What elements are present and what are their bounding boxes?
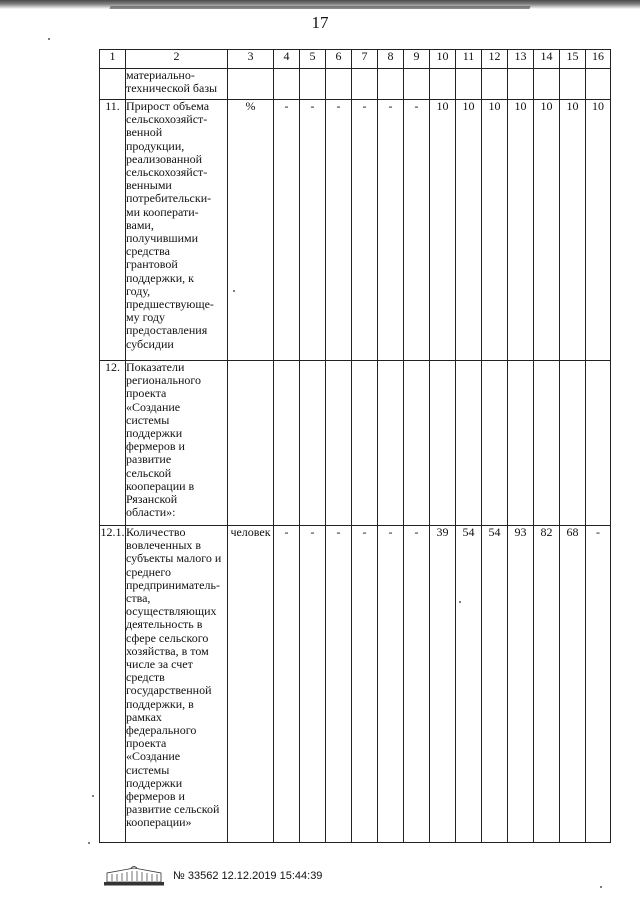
indicator-text-line: развитие сельской — [126, 802, 220, 817]
value-cell — [456, 361, 482, 526]
value-cell: 39 — [430, 526, 456, 843]
indicator-text-line: предшествующе- — [126, 297, 214, 312]
value-cell — [534, 69, 560, 100]
value-cell: 10 — [508, 100, 534, 361]
page-number: 17 — [311, 13, 329, 32]
indicator-text-line: году, — [126, 283, 151, 298]
scan-speck — [600, 886, 602, 888]
row-number: 12.1. — [100, 526, 126, 843]
scan-artifact — [109, 6, 530, 9]
value-cell — [300, 361, 326, 526]
scan-speck — [48, 38, 50, 40]
indicator-name — [126, 100, 228, 361]
value-cell: - — [300, 100, 326, 361]
indicator-text-line: рамках — [126, 709, 162, 724]
header-cell: 12 — [482, 50, 508, 69]
value-cell — [352, 69, 378, 100]
indicator-text-line: реализованной — [126, 151, 203, 166]
indicator-text-line: венной — [126, 125, 163, 140]
indicator-text-line: сельской — [126, 465, 172, 480]
row-number: 11. — [100, 100, 126, 361]
scan-speck — [459, 601, 461, 603]
value-cell: 10 — [560, 100, 586, 361]
indicator-text-line: ства, — [126, 591, 151, 606]
indicator-text-line: вами, — [126, 217, 154, 232]
indicator-text-line: системы — [126, 412, 170, 427]
indicator-text-line: федерального — [126, 723, 197, 738]
scan-speck — [92, 795, 94, 797]
value-cell: - — [404, 526, 430, 843]
value-cell — [560, 69, 586, 100]
indicator-text-line: венными — [126, 178, 172, 193]
indicator-text-line: поддержки — [126, 426, 183, 441]
value-cell: 10 — [430, 100, 456, 361]
header-cell: 15 — [560, 50, 586, 69]
indicator-text-line: субъекты малого и — [126, 551, 222, 566]
value-cell — [378, 361, 404, 526]
value-cell: - — [300, 526, 326, 843]
scan-speck — [88, 842, 90, 844]
table-row — [100, 69, 611, 100]
value-cell — [404, 361, 430, 526]
indicator-text-line: продукции, — [126, 138, 185, 153]
unit-cell: человек — [228, 526, 274, 843]
indicator-text-line: грантовой — [126, 257, 178, 272]
indicator-name — [126, 526, 228, 843]
indicator-text-line: поддержки — [126, 775, 183, 790]
indicator-text-line: среднего — [126, 564, 171, 579]
indicator-text-line: сельскохозяйст- — [126, 165, 208, 180]
value-cell: 10 — [482, 100, 508, 361]
value-cell — [482, 361, 508, 526]
value-cell — [456, 69, 482, 100]
value-cell — [586, 69, 611, 100]
government-building-logo-icon — [103, 866, 165, 886]
value-cell: 68 — [560, 526, 586, 843]
indicator-text-line: Показатели — [126, 360, 185, 374]
header-cell: 2 — [126, 50, 228, 69]
indicator-text-line: регионального — [126, 373, 202, 388]
value-cell — [560, 361, 586, 526]
value-cell — [586, 361, 611, 526]
indicator-text-line: Количество — [126, 525, 186, 539]
indicator-text-line: предприниматель- — [126, 577, 220, 592]
indicator-text-line: сельскохозяйст- — [126, 112, 208, 127]
value-cell — [274, 361, 300, 526]
header-cell: 7 — [352, 50, 378, 69]
value-cell: - — [326, 100, 352, 361]
row-number — [100, 69, 126, 100]
value-cell: 54 — [482, 526, 508, 843]
indicator-text-line: «Создание — [126, 749, 181, 764]
indicator-text-line: средств — [126, 670, 165, 685]
value-cell: 82 — [534, 526, 560, 843]
table-row — [100, 361, 611, 526]
header-cell: 8 — [378, 50, 404, 69]
header-cell: 1 — [100, 50, 126, 69]
value-cell: - — [352, 526, 378, 843]
indicator-text-line: получившими — [126, 231, 199, 246]
row-number: 12. — [100, 361, 126, 526]
table-row — [100, 100, 611, 361]
indicator-name — [126, 69, 228, 100]
header-cell: 9 — [404, 50, 430, 69]
indicator-text-line: Рязанской — [126, 492, 178, 507]
value-cell: 54 — [456, 526, 482, 843]
indicator-text-line: осуществляющих — [126, 604, 217, 619]
value-cell: - — [378, 526, 404, 843]
unit-cell — [228, 69, 274, 100]
value-cell — [508, 361, 534, 526]
indicator-text-line: поддержки, в — [126, 696, 194, 711]
indicator-text-line: средства — [126, 244, 171, 259]
unit-cell — [228, 361, 274, 526]
value-cell: - — [586, 526, 611, 843]
header-cell: 5 — [300, 50, 326, 69]
value-cell — [534, 361, 560, 526]
indicator-text-line: кооперации» — [126, 815, 192, 830]
table-row — [100, 526, 611, 843]
value-cell: 10 — [534, 100, 560, 361]
indicator-text-line: фермеров и — [126, 789, 185, 804]
indicator-text-line: му году — [126, 310, 165, 325]
value-cell: - — [352, 100, 378, 361]
indicator-text-line: «Создание — [126, 399, 181, 414]
indicator-text-line: технической базы — [126, 81, 218, 96]
indicator-name — [126, 361, 228, 526]
indicator-text-line: Прирост объема — [126, 99, 210, 113]
header-cell: 3 — [228, 50, 274, 69]
header-cell: 16 — [586, 50, 611, 69]
value-cell: 93 — [508, 526, 534, 843]
header-cell: 14 — [534, 50, 560, 69]
indicator-text-line: ми кооперати- — [126, 204, 199, 219]
indicator-text-line: деятельность в — [126, 617, 203, 632]
value-cell: - — [274, 100, 300, 361]
indicator-text-line: хозяйства, в том — [126, 643, 209, 658]
indicator-text-line: числе за счет — [126, 657, 193, 672]
indicator-text-line: фермеров и — [126, 439, 185, 454]
value-cell: - — [404, 100, 430, 361]
indicator-text-line: материально- — [126, 68, 195, 82]
value-cell: - — [274, 526, 300, 843]
header-cell: 6 — [326, 50, 352, 69]
value-cell — [326, 69, 352, 100]
table-header-row — [100, 50, 611, 69]
value-cell: 10 — [586, 100, 611, 361]
value-cell — [326, 361, 352, 526]
value-cell — [352, 361, 378, 526]
indicators-table — [99, 49, 611, 843]
indicator-text-line: проекта — [126, 736, 167, 751]
value-cell: - — [326, 526, 352, 843]
value-cell — [482, 69, 508, 100]
registration-stamp: № 33562 12.12.2019 15:44:39 — [173, 870, 323, 882]
value-cell — [404, 69, 430, 100]
indicator-text-line: системы — [126, 762, 170, 777]
header-cell: 13 — [508, 50, 534, 69]
indicator-text-line: государственной — [126, 683, 212, 698]
header-cell: 10 — [430, 50, 456, 69]
indicator-text-line: поддержки, к — [126, 270, 194, 285]
value-cell — [274, 69, 300, 100]
indicator-text-line: кооперации в — [126, 478, 195, 493]
indicator-text-line: области»: — [126, 505, 176, 520]
indicator-text-line: сфере сельского — [126, 630, 209, 645]
indicator-text-line: предоставления — [126, 323, 208, 338]
indicator-text-line: субсидии — [126, 336, 174, 351]
indicator-text-line: вовлеченных в — [126, 538, 202, 553]
indicator-text-line: проекта — [126, 386, 167, 401]
value-cell — [378, 69, 404, 100]
value-cell: 10 — [456, 100, 482, 361]
indicator-text-line: развитие — [126, 452, 172, 467]
header-cell: 4 — [274, 50, 300, 69]
value-cell: - — [378, 100, 404, 361]
scan-speck — [233, 290, 235, 292]
value-cell — [430, 361, 456, 526]
document-footer — [103, 866, 322, 886]
value-cell — [300, 69, 326, 100]
header-cell: 11 — [456, 50, 482, 69]
value-cell — [508, 69, 534, 100]
indicator-text-line: потребительски- — [126, 191, 212, 206]
value-cell — [430, 69, 456, 100]
unit-cell: % — [228, 100, 274, 361]
